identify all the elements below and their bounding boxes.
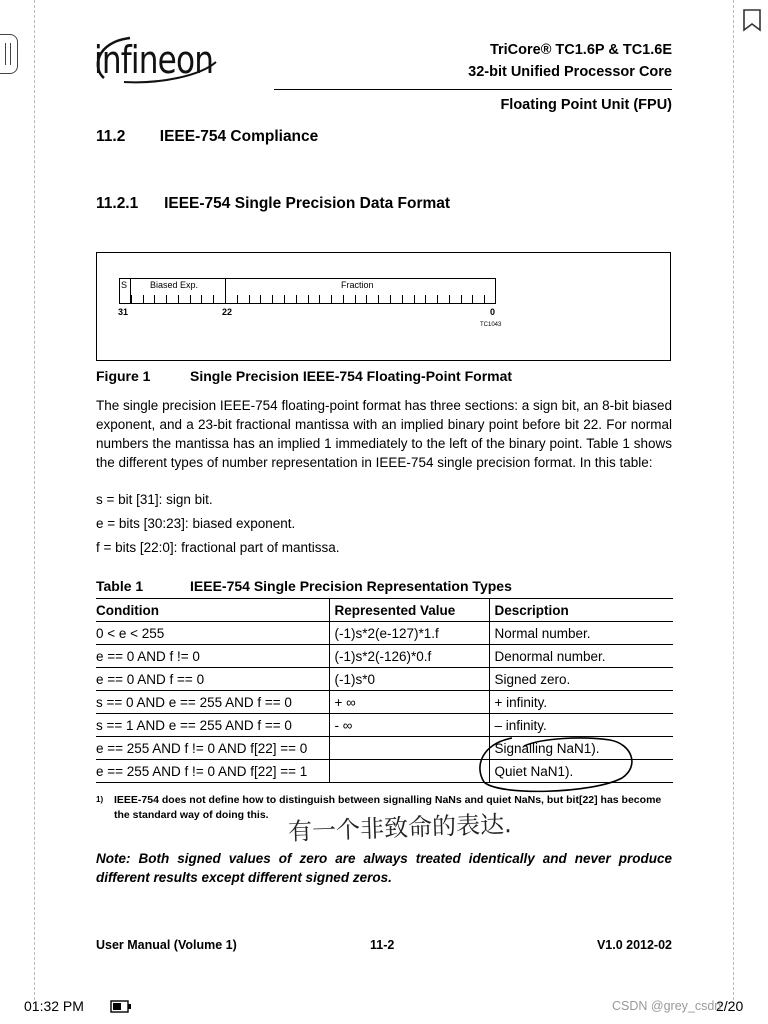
cell-description: – infinity. <box>489 714 673 737</box>
bit22-label: 22 <box>222 307 233 317</box>
sign-label: S <box>121 280 128 290</box>
handwritten-note: 有一个非致命的表达. <box>287 810 513 846</box>
footnote-mark: 1) <box>96 795 104 804</box>
section-name: Floating Point Unit (FPU) <box>500 97 672 113</box>
cell-value: + ∞ <box>329 691 489 714</box>
table-row <box>96 645 673 668</box>
header-divider <box>274 89 672 90</box>
cell-value <box>329 737 489 760</box>
cell-condition: s == 1 AND e == 255 AND f == 0 <box>96 714 329 737</box>
note-text: Both signed values of zero are always treated identically and never produce different results except different signed zeros. <box>96 851 672 885</box>
header-value: Represented Value <box>329 599 489 622</box>
cell-condition: e == 0 AND f == 0 <box>96 668 329 691</box>
figure-code: TC1043 <box>480 322 502 328</box>
doc-title-line2: 32-bit Unified Processor Core <box>468 64 672 80</box>
table-caption-number: Table 1 <box>96 578 144 594</box>
cell-description: Quiet NaN1). <box>489 760 673 783</box>
table-row <box>96 622 673 645</box>
bookmark-icon[interactable] <box>742 8 762 34</box>
def-exponent: e = bits [30:23]: biased exponent. <box>96 516 296 531</box>
cell-value: (-1)s*2(-126)*0.f <box>329 645 489 668</box>
cell-description: Signalling NaN1). <box>489 737 673 760</box>
footer-manual: User Manual (Volume 1) <box>96 938 237 952</box>
def-sign: s = bit [31]: sign bit. <box>96 492 213 507</box>
cell-condition: e == 0 AND f != 0 <box>96 645 329 668</box>
infineon-logo: infineon <box>94 38 214 82</box>
table-row <box>96 691 673 714</box>
table-row <box>96 668 673 691</box>
figure-caption-number: Figure 1 <box>96 368 151 384</box>
body-paragraph: The single precision IEEE-754 floating-point format has three sections: a sign bit, an 8-bit biased exponent, and a 23-bit fractional mantissa with an implied binary point before bit 22. For normal numbers the mantissa has an implied 1 immediately to the left of the binary point. Table 1 shows the different types of number representation in IEEE-754 single precision format. In this table: <box>96 398 672 470</box>
heading-11-2-1: 11.2.1 IEEE-754 Single Precision Data Format <box>96 195 451 212</box>
note-label: Note: <box>96 851 131 866</box>
note-block <box>96 849 672 887</box>
page-indicator[interactable]: 2/20 <box>716 998 744 1014</box>
cell-value <box>329 760 489 783</box>
cell-value: (-1)s*0 <box>329 668 489 691</box>
sidebar-toggle[interactable] <box>0 34 18 74</box>
cell-condition: s == 0 AND e == 255 AND f == 0 <box>96 691 329 714</box>
header-description: Description <box>489 599 673 622</box>
left-margin-guide <box>34 0 35 1000</box>
cell-description: Signed zero. <box>489 668 673 691</box>
cell-value: (-1)s*2(e-127)*1.f <box>329 622 489 645</box>
watermark: CSDN @grey_csdn <box>612 999 722 1013</box>
bit0-label: 0 <box>490 307 496 317</box>
cell-condition: 0 < e < 255 <box>96 622 329 645</box>
cell-condition: e == 255 AND f != 0 AND f[22] == 1 <box>96 760 329 783</box>
cell-description: + infinity. <box>489 691 673 714</box>
footer-version: V1.0 2012-02 <box>596 938 672 952</box>
doc-title-line1: TriCore® TC1.6P & TC1.6E <box>489 42 672 58</box>
fraction-label: Fraction <box>341 280 374 290</box>
figure-caption: Single Precision IEEE-754 Floating-Point Format <box>190 368 513 384</box>
handwritten-circle <box>472 726 642 796</box>
right-margin-guide <box>733 0 734 1000</box>
bit31-label: 31 <box>118 307 129 317</box>
battery-icon <box>110 1000 132 1013</box>
heading-11-2: 11.2 IEEE-754 Compliance <box>96 128 319 145</box>
def-fraction: f = bits [22:0]: fractional part of mantissa. <box>96 540 340 555</box>
cell-value: - ∞ <box>329 714 489 737</box>
footer-page: 11-2 <box>370 938 395 952</box>
cell-condition: e == 255 AND f != 0 AND f[22] == 0 <box>96 737 329 760</box>
status-time: 01:32 PM <box>24 998 84 1014</box>
exponent-label: Biased Exp. <box>150 280 199 290</box>
table-header-row <box>96 599 673 622</box>
table-caption: IEEE-754 Single Precision Representation Types <box>190 578 512 594</box>
cell-description: Denormal number. <box>489 645 673 668</box>
footnote-text: IEEE-754 does not define how to distinguish between signalling NaNs and quiet NaNs, but bit[22] has become the standard way of doing this. <box>114 794 662 821</box>
figure-box <box>96 252 671 361</box>
cell-description: Normal number. <box>489 622 673 645</box>
bit-ticks <box>119 295 496 304</box>
header-condition: Condition <box>96 599 329 622</box>
